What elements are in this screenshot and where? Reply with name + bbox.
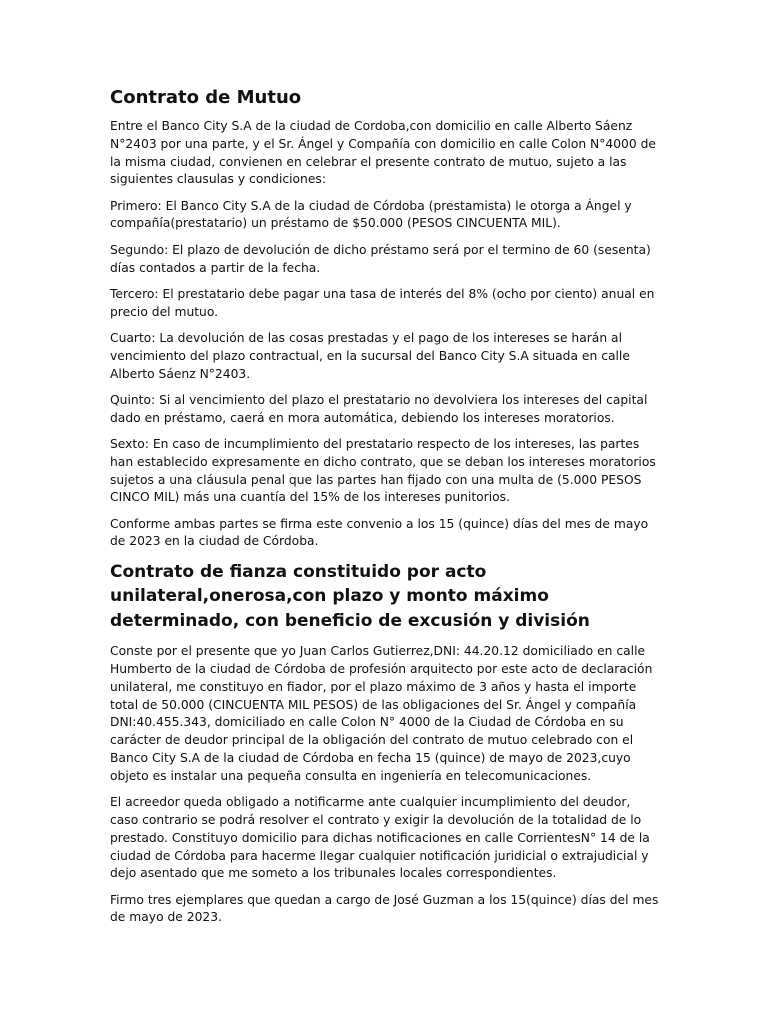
paragraph-intro: Entre el Banco City S.A de la ciudad de Cordoba,con domicilio en calle Alberto Sáenz N°2403 por una parte, y el Sr. Ángel y Compañía con domicilio en calle Colon N°4000 de la misma ciudad, convienen en celebrar el presente contrato de mutuo, sujeto a las siguientes clausulas y condiciones: xyxy=(110,119,656,187)
paragraph-sexto: Sexto: En caso de incumplimiento del prestatario respecto de los intereses, las partes han establecido expresamente en dicho contrato, que se deban los intereses moratorios sujetos a una cláusula penal que las partes han fijado con una multa de (5.000 PESOS CINCO MIL) más una cuantía del 15% de los intereses punitorios. xyxy=(110,436,656,505)
paragraph-segundo: Segundo: El plazo de devolución de dicho préstamo será por el termino de 60 (sesenta) días contados a partir de la fecha. xyxy=(110,242,651,275)
heading-contrato-de-mutuo: Contrato de Mutuo xyxy=(110,87,302,108)
heading-contrato-de-fianza: Contrato de fianza constituido por acto unilateral,onerosa,con plazo y monto máximo determinado, con beneficio de excusión y división xyxy=(110,561,590,631)
paragraph-conforme: Conforme ambas partes se firma este convenio a los 15 (quince) días del mes de mayo de 2023 en la ciudad de Córdoba. xyxy=(110,516,649,549)
document-page xyxy=(110,86,660,936)
paragraph-firmo: Firmo tres ejemplares que quedan a cargo de José Guzman a los 15(quince) días del mes de mayo de 2023. xyxy=(110,892,659,925)
paragraph-quinto: Quinto: Si al vencimiento del plazo el prestatario no devolviera los intereses del capital dado en préstamo, caerá en mora automática, debiendo los intereses moratorios. xyxy=(110,392,648,425)
paragraph-primero: Primero: El Banco City S.A de la ciudad de Córdoba (prestamista) le otorga a Ángel y compañía(prestatario) un préstamo de $50.000 (PESOS CINCUENTA MIL). xyxy=(110,198,632,231)
paragraph-tercero: Tercero: El prestatario debe pagar una tasa de interés del 8% (ocho por ciento) anual en precio del mutuo. xyxy=(110,286,655,319)
paragraph-acreedor: El acreedor queda obligado a notificarme ante cualquier incumplimiento del deudor, caso contrario se podrá resolver el contrato y exigir la devolución de la totalidad de lo prestado. Constituyo domicilio para dichas notificaciones en calle CorrientesN° 14 de la ciudad de Córdoba para hacerme llegar cualquier notificación juridicial o extrajudicial y dejo asentado que me someto a los tribunales locales correspondientes. xyxy=(110,795,650,881)
paragraph-conste: Conste por el presente que yo Juan Carlos Gutierrez,DNI: 44.20.12 domiciliado en calle Humberto de la ciudad de Córdoba de profesión arquitecto por este acto de declaración unilateral, me constituyo en fiador, por el plazo máximo de 3 años y hasta el importe total de 50.000 (CINCUENTA MIL PESOS) de las obligaciones del Sr. Ángel y compañía DNI:40.455.343, domiciliado en calle Colon N° 4000 de la Ciudad de Córdoba en su carácter de deudor principal de la obligación del contrato de mutuo celebrado con el Banco City S.A de la ciudad de Córdoba en fecha 15 (quince) de mayo de 2023,cuyo objeto es instalar una pequeña consulta en ingeniería en telecomunicaciones. xyxy=(110,644,653,783)
paragraph-cuarto: Cuarto: La devolución de las cosas prestadas y el pago de los intereses se harán al vencimiento del plazo contractual, en la sucursal del Banco City S.A situada en calle Alberto Sáenz N°2403. xyxy=(110,330,630,381)
